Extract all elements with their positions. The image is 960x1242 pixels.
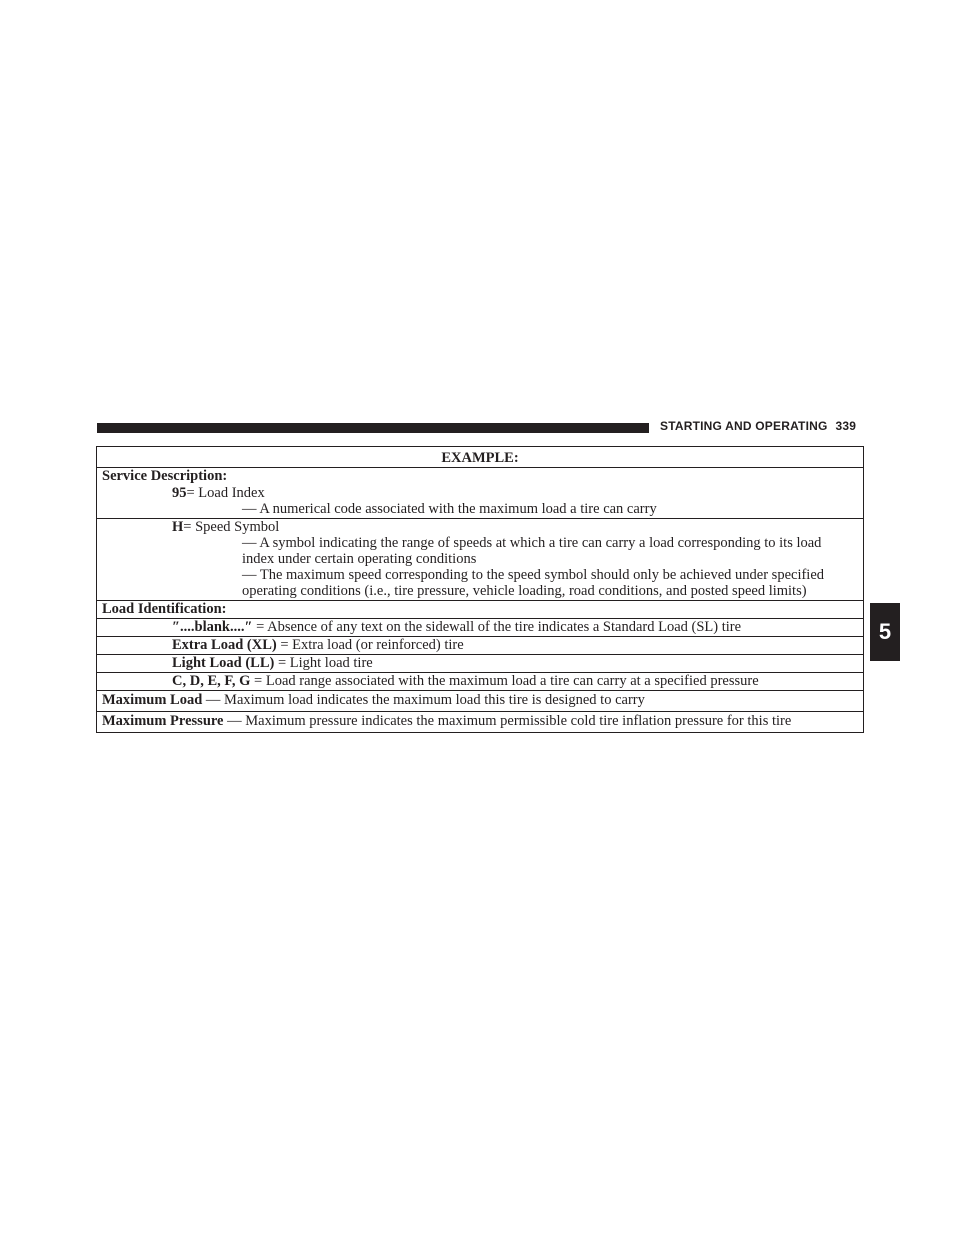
load-id-text: = Absence of any text on the sidewall of the tire indicates a Standard Load (SL) tire: [252, 619, 742, 635]
page-number: 339: [835, 419, 857, 433]
load-identification-label: Load Identification:: [102, 601, 227, 617]
maximum-load-term: Maximum Load: [102, 692, 203, 708]
section-title: STARTING AND OPERATING: [660, 419, 828, 433]
running-header: [660, 419, 856, 433]
speed-symbol-description-2: — The maximum speed corresponding to the speed symbol should only be achieved under specified operating conditions (i.e., tire pressure, vehicle loading, road conditions, and posted speed limits): [242, 567, 825, 599]
maximum-load-text: — Maximum load indicates the maximum load this tire is designed to carry: [202, 692, 645, 708]
service-description-row: [97, 467, 863, 485]
load-identification-row: [97, 600, 863, 618]
tire-marking-table: [96, 446, 864, 733]
load-id-item: [97, 654, 863, 672]
header-rule: [97, 423, 649, 433]
load-id-term: C, D, E, F, G: [172, 673, 251, 689]
load-index-row: [97, 485, 863, 518]
load-id-term: ″....blank....″: [172, 619, 253, 635]
speed-symbol-term: H= Speed Symbol: [172, 519, 280, 535]
table-title: EXAMPLE:: [441, 450, 519, 466]
load-id-text: = Extra load (or reinforced) tire: [276, 637, 464, 653]
speed-symbol-row: [97, 518, 863, 600]
maximum-pressure-term: Maximum Pressure: [102, 713, 224, 729]
load-id-term: Extra Load (XL): [172, 637, 277, 653]
load-id-text: = Light load tire: [274, 655, 373, 671]
load-id-text: = Load range associated with the maximum load a tire can carry at a specified pressure: [250, 673, 759, 689]
service-description-label: Service Description:: [102, 468, 228, 484]
load-id-item: [97, 618, 863, 636]
speed-symbol-description-1: — A symbol indicating the range of speeds at which a tire can carry a load corresponding to its load index under certain operating conditions: [242, 535, 822, 567]
maximum-load-row: [97, 690, 863, 711]
load-id-item: [97, 636, 863, 654]
maximum-pressure-text: — Maximum pressure indicates the maximum permissible cold tire inflation pressure for this tire: [223, 713, 792, 729]
load-id-term: Light Load (LL): [172, 655, 275, 671]
load-id-item: [97, 672, 863, 690]
maximum-pressure-row: [97, 711, 863, 732]
load-index-term: 95= Load Index: [172, 485, 265, 501]
chapter-tab: 5: [870, 603, 900, 661]
load-index-description: — A numerical code associated with the maximum load a tire can carry: [242, 501, 657, 517]
